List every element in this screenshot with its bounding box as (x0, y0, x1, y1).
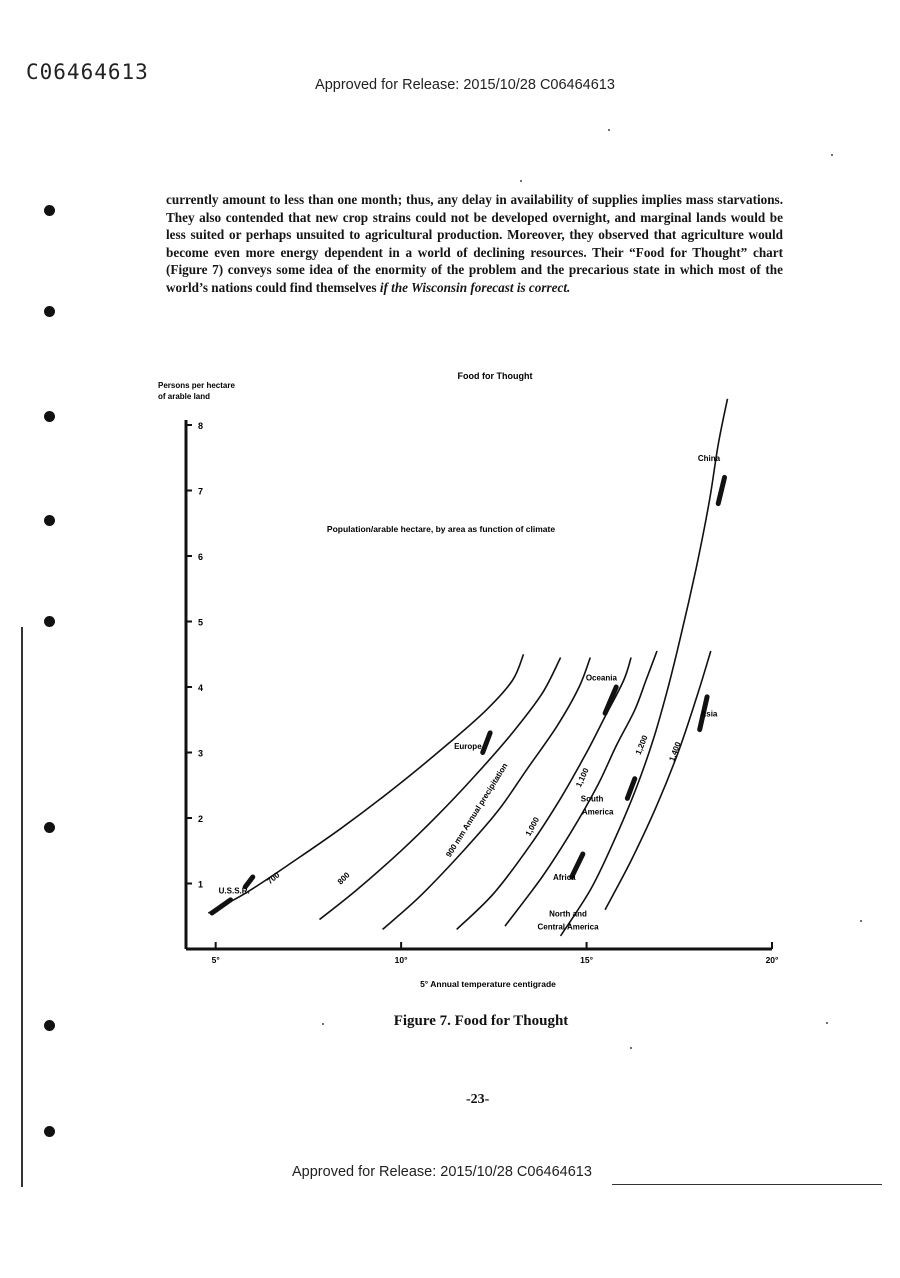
region-marker (245, 877, 252, 887)
y-tick-label: 3 (198, 748, 204, 759)
footer-release-stamp: Approved for Release: 2015/10/28 C06464613 (292, 1164, 592, 1180)
margin-line (21, 627, 23, 1187)
document-id: C06464613 (26, 60, 149, 84)
precipitation-curve (605, 651, 711, 910)
precipitation-curve (320, 658, 561, 920)
y-tick-label: 2 (198, 814, 204, 824)
punch-hole (44, 205, 55, 216)
region-label: China (697, 454, 721, 464)
scan-speck (831, 154, 833, 156)
y-axis-label-line1: Persons per hectare (158, 381, 235, 390)
precipitation-curve (561, 399, 728, 936)
scan-speck (520, 180, 522, 182)
punch-hole (44, 515, 55, 526)
header-release-stamp: Approved for Release: 2015/10/28 C06464613 (315, 77, 615, 93)
chart-title: Food for Thought (457, 371, 533, 381)
region-label: U.S.S.R. (218, 886, 250, 896)
x-tick-label: 5° (211, 955, 220, 965)
food-for-thought-chart (150, 360, 810, 1010)
footer-rule (612, 1184, 882, 1185)
y-tick-label: 1 (198, 879, 204, 890)
x-tick-label: 10° (394, 955, 408, 965)
region-label: Europe (454, 742, 482, 752)
scan-speck (608, 129, 610, 131)
y-tick-label: 4 (198, 683, 204, 693)
region-label: North and (549, 909, 587, 919)
region-marker (483, 733, 490, 753)
x-tick-label: 20° (765, 955, 779, 965)
curve-label: 700 (265, 870, 282, 887)
body-text-main: currently amount to less than one month; thus, any delay in availability of supplies implies mass starvations. They also contended that new crop strains could not be developed overnight, and marginal lands would be less suited or perhaps unsuited to agricultural production. Moreover, they observed that agriculture would become even more energy dependent in a world of declining resources. Their “Food for Thought” chart (Figure 7) conveys some idea of the enormity of the problem and the precarious state in which most of the world’s nations could find themselves (166, 192, 783, 295)
y-tick-label: 6 (198, 552, 204, 562)
curve-label: 1,100 (574, 766, 591, 789)
punch-hole (44, 1126, 55, 1137)
region-marker (212, 900, 231, 913)
region-label: Central America (537, 922, 599, 932)
region-label: Africa (552, 873, 576, 883)
punch-hole (44, 411, 55, 422)
x-axis-label: 5° Annual temperature centigrade (420, 979, 556, 989)
region-label: South (580, 794, 604, 804)
y-tick-label: 5 (198, 617, 204, 628)
figure-caption: Figure 7. Food for Thought (393, 1013, 569, 1029)
y-tick-label: 7 (198, 486, 204, 497)
region-label: Oceania (585, 673, 617, 683)
region-marker (718, 477, 724, 503)
curve-label: 1,200 (633, 734, 650, 756)
punch-hole (44, 822, 55, 833)
curve-label: 800 (335, 870, 352, 887)
body-paragraph (166, 191, 783, 297)
x-tick-label: 15° (580, 955, 593, 965)
curve-label: 1,400 (667, 740, 683, 763)
body-text-emphasis: if the Wisconsin forecast is correct. (379, 279, 571, 295)
curve-label: 900 mm Annual precipitation (444, 761, 510, 859)
chart-subtitle: Population/arable hectare, by area as function of climate (326, 524, 556, 534)
scan-speck (860, 920, 862, 922)
scan-speck (630, 1047, 632, 1049)
punch-hole (44, 306, 55, 317)
curve-label: 1,000 (523, 815, 542, 838)
region-label: America (581, 807, 614, 817)
region-label: Asia (700, 709, 718, 719)
page-number: -23- (466, 1092, 490, 1107)
chart-canvas (150, 360, 810, 1010)
precipitation-curve (208, 654, 523, 913)
y-axis-label-line2: of arable land (158, 392, 211, 401)
y-tick-label: 8 (198, 421, 204, 431)
punch-hole (44, 616, 55, 627)
